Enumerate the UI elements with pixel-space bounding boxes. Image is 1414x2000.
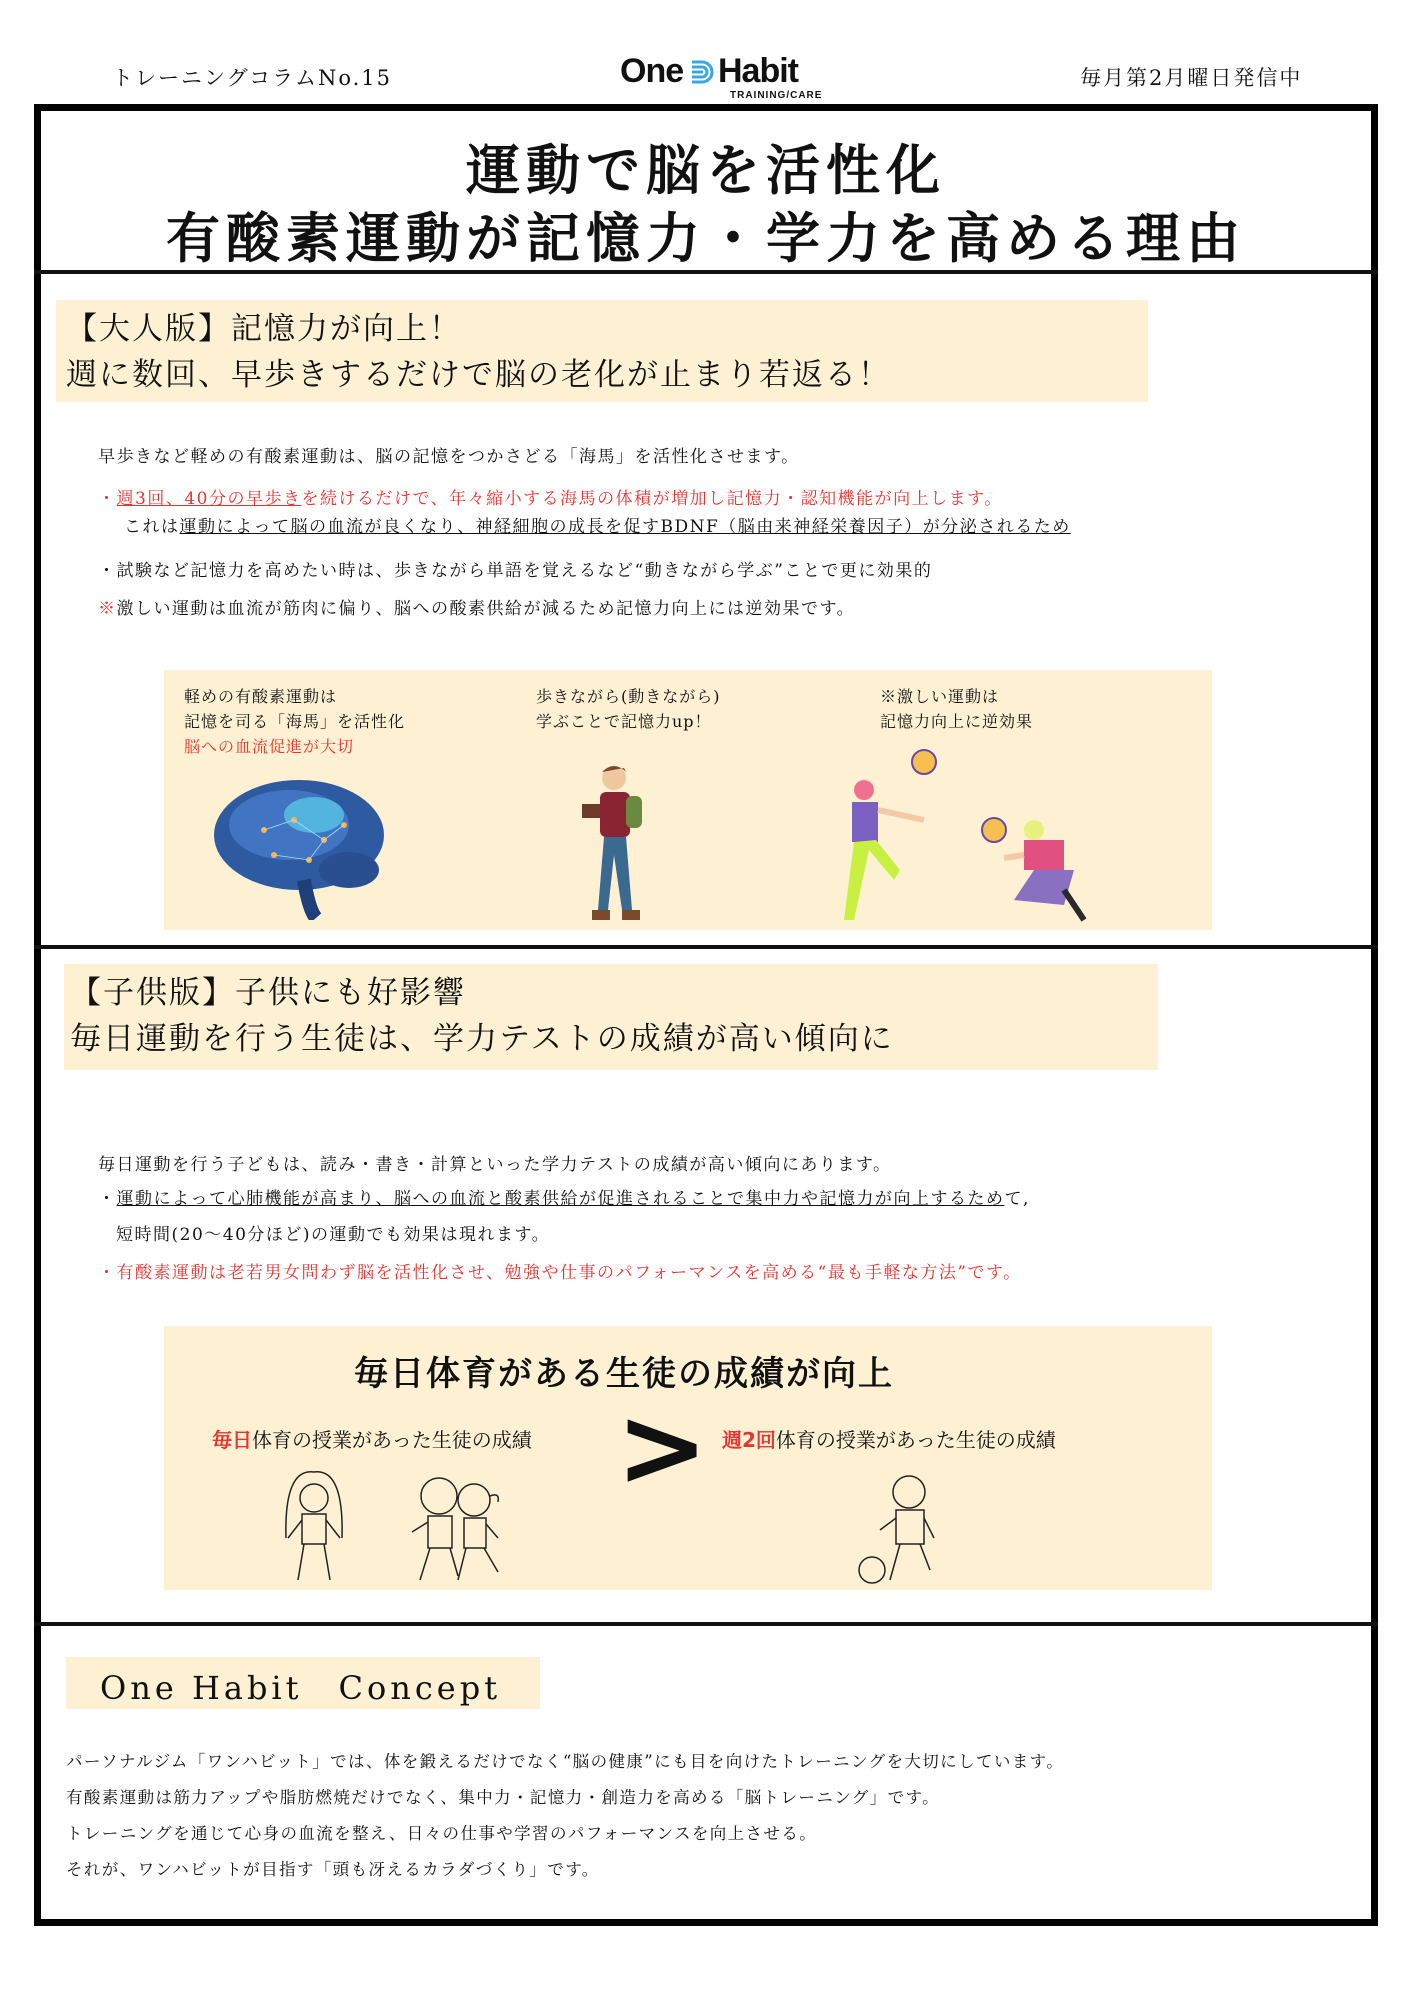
comparison-right (722, 1424, 1056, 1453)
section-divider (34, 945, 1378, 949)
bullet-mark: ・ (98, 1189, 117, 1209)
child-bullet-2: ・有酸素運動は老若男女問わず脳を活性化させ、勉強や仕事のパフォーマンスを高める“最も手軽な方法”です。 (98, 1263, 1022, 1283)
title-line-2: 有酸素運動が記憶力・学力を高める理由 (166, 206, 1246, 270)
child-bullet-1-underlined: 運動によって心肺機能が高まり、脳への血流と酸素供給が促進されることで集中力や記憶力が向上するため (116, 1189, 1005, 1209)
concept-title: One Habit Concept (100, 1669, 502, 1707)
adult-bullet-1-sub-prefix: これは (124, 517, 180, 537)
adult-note-text: 激しい運動は血流が筋肉に偏り、脳への酸素供給が減るため記憶力向上には逆効果です。 (116, 599, 856, 619)
caption-brain-line-1: 軽めの有酸素運動は (184, 687, 338, 706)
adult-note (98, 594, 855, 619)
caption-brain-line-2: 記憶を司る「海馬」を活性化 (184, 712, 406, 731)
left-text: 体育の授業があった生徒の成績 (252, 1428, 532, 1452)
adult-bullet-2: ・試験など記憶力を高めたい時は、歩きながら単語を覚えるなど“動きながら学ぶ”ことで更に効果的 (98, 561, 933, 581)
caption-intense (880, 684, 1033, 734)
adult-heading-2: 週に数回、早歩きするだけで脳の老化が止まり若返る！ (66, 357, 891, 393)
column-number: トレーニングコラムNo.15 (112, 66, 392, 90)
concept-line-3: トレーニングを通じて心身の血流を整え、日々の仕事や学習のパフォーマンスを向上させる。 (66, 1824, 818, 1843)
logo-word-habit: Habit (718, 52, 798, 90)
logo-word-one: One (620, 52, 684, 90)
right-text: 体育の授業があった生徒の成績 (775, 1428, 1056, 1452)
bullet-mark: ・ (98, 489, 117, 509)
greater-than-symbol: > (616, 1383, 709, 1511)
adult-heading-1: 【大人版】記憶力が向上！ (66, 311, 462, 347)
left-highlight: 毎日 (212, 1428, 252, 1452)
concept-divider (34, 1622, 1378, 1626)
adult-bullet-1-sub-underlined: 運動によって脳の血流が良くなり、神経細胞の成長を促すBDNF（脳由来神経栄養因子）が分泌されるため (179, 517, 1071, 537)
adult-illustration-panel (164, 670, 1212, 930)
title-line-1: 運動で脳を活性化 (466, 138, 946, 202)
child-intro: 毎日運動を行う子どもは、読み・書き・計算といった学力テストの成績が高い傾向にあります。 (98, 1155, 892, 1175)
caption-brain-line-3: 脳への血流促進が大切 (184, 737, 355, 756)
child-heading-1: 【子供版】子供にも好影響 (70, 975, 466, 1011)
comparison-left (212, 1424, 532, 1453)
child-bullet-1-sub: 短時間(20～40分ほど)の運動でも効果は現れます。 (116, 1225, 551, 1245)
caption-walking-line-1: 歩きながら(動きながら) (536, 687, 721, 706)
adult-bullet-1-sub (124, 512, 1071, 537)
jump-rope-girl-illustration (274, 1468, 354, 1588)
caption-intense-line-2: 記憶力向上に逆効果 (880, 712, 1034, 731)
running-children-illustration (394, 1468, 524, 1588)
logo-mark-icon (690, 58, 716, 86)
child-bullet-1-tail: て, (1004, 1189, 1030, 1209)
right-highlight: 週2回 (722, 1428, 776, 1452)
volleyball-players-illustration (824, 740, 1164, 930)
concept-line-1: パーソナルジム「ワンハビット」では、体を鍛えるだけでなく“脳の健康”にも目を向けたトレーニングを大切にしています。 (66, 1752, 1065, 1771)
caption-walking (536, 684, 721, 734)
one-habit-logo (620, 52, 823, 101)
concept-line-4: それが、ワンハビットが目指す「頭も冴えるカラダづくり」です。 (66, 1860, 600, 1879)
soccer-boy-illustration (854, 1466, 954, 1590)
adult-bullet-1 (98, 484, 1003, 509)
comparison-title: 毎日体育がある生徒の成績が向上 (354, 1354, 894, 1394)
publication-schedule: 毎月第2月曜日発信中 (1080, 66, 1303, 90)
title-divider (34, 270, 1378, 274)
logo-subtitle: TRAINING/CARE (730, 90, 823, 101)
child-bullet-1 (98, 1184, 1030, 1209)
adult-bullet-1-highlight: 週3回、40分の早歩き (116, 489, 302, 509)
concept-line-2: 有酸素運動は筋力アップや脂肪燃焼だけでなく、集中力・記憶力・創造力を高める「脳トレーニング」です。 (66, 1788, 940, 1807)
caption-walking-line-2: 学ぶことで記憶力up！ (536, 712, 712, 731)
caption-brain (184, 684, 405, 759)
adult-intro: 早歩きなど軽めの有酸素運動は、脳の記憶をつかさどる「海馬」を活性化させます。 (98, 447, 800, 467)
caption-intense-line-1: ※激しい運動は (880, 687, 1000, 706)
comparison-panel (164, 1326, 1212, 1590)
walking-student-illustration (564, 760, 674, 930)
adult-bullet-1-rest: を続けるだけで、年々縮小する海馬の体積が増加し記憶力・認知機能が向上します。 (301, 489, 1003, 509)
child-heading-2: 毎日運動を行う生徒は、学力テストの成績が高い傾向に (70, 1021, 894, 1057)
brain-illustration (204, 770, 404, 920)
note-mark: ※ (98, 599, 117, 619)
